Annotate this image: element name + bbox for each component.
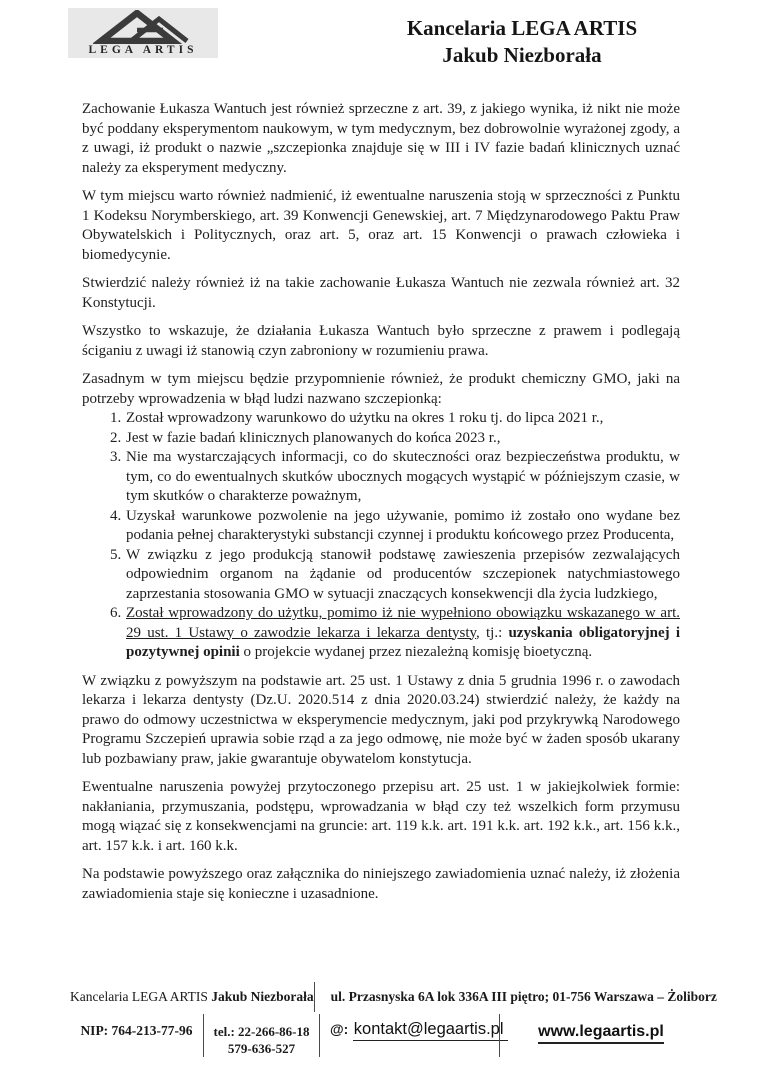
letter-body	[82, 100, 680, 913]
numbered-list	[82, 409, 680, 663]
paragraph-8: Na podstawie powyższego oraz załącznika do niniejszego zawiadomienia uznać należy, iż złożenia zawiadomienia staje się konieczne i uzasadnione.	[82, 866, 680, 902]
letterhead-title-line1: Kancelaria LEGA ARTIS	[406, 16, 638, 40]
footer-address: ul. Przasnyska 6A lok 336A III piętro; 01-756 Warszawa – Żoliborz	[314, 982, 717, 1012]
list-item-6-mid: , tj.:	[476, 624, 509, 641]
paragraph-6: W związku z powyższym na podstawie art. 25 ust. 1 Ustawy z dnia 5 grudnia 1996 r. o zawodach lekarza i lekarza dentysty (Dz.U. 2020.514 z dnia 2020.03.24) stwierdzić należy, że każdy na prawo do odmowy uczestnictwa w eksperymencie medycznym, jaki pod przykrywką Narodowego Programu Szczepień uprawia sobie rząd a za jego odmowę, nie może być w żaden sposób ukarany lub pozbawiany praw, jakie gwarantuje obywatelom konstytucja.	[82, 672, 680, 767]
letterhead-title	[357, 15, 687, 69]
list-item-6	[125, 604, 680, 663]
list-item-3: 3. Nie ma wystarczających informacji, co do skuteczności oraz bezpieczeństwa produktu, w tym, co do ewentualnych skutków ubocznych mogących wystąpić w późniejszym czasie, w tym skutków o charakterze poważnym,	[125, 448, 680, 507]
letterhead-footer	[70, 982, 717, 1057]
email-link[interactable]: kontakt@legaartis.pl	[353, 1020, 508, 1041]
list-item-6-bold: uzyskania obligatoryjnej i pozytywnej opinii	[126, 624, 680, 660]
list-item-5: 5. W związku z jego produkcją stanowił podstawę zawieszenia przepisów zezwalających odpowiednim organom na żądanie od producentów szczepionek natychmiastowego zaprzestania stosowania GMO w sytuacji znaczących konsekwencji dla życia ludzkiego,	[125, 546, 680, 605]
footer-email-cell	[319, 1014, 504, 1057]
footer-firm	[70, 982, 314, 1012]
list-item-6-rest: o projekcie wydanej przez niezależną komisję bioetyczną.	[239, 644, 593, 660]
paragraph-4: Wszystko to wskazuje, że działania Łukasza Wantuch było sprzeczne z prawem i podlegają ściganiu z uwagi iż stanowią czyn zabroniony w rozumieniu prawa.	[82, 323, 680, 359]
list-item-4: 4. Uzyskał warunkowe pozwolenie na jego używanie, pomimo iż zostało ono wydane bez podania pełnej charakterystyki substancji czynnej i produktu końcowego przez Producenta,	[125, 507, 680, 546]
logo-text: LEGA ARTIS	[88, 44, 198, 56]
footer-firm-label: Kancelaria LEGA ARTIS	[70, 989, 212, 1004]
letterhead-title-line2: Jakub Niezborała	[442, 43, 602, 67]
email-at-icon: @:	[330, 1021, 349, 1037]
paragraph-5: Zasadnym w tym miejscu będzie przypomnienie również, że produkt chemiczny GMO, jaki na potrzeby wprowadzenia w błąd ludzi nazwano szczepionką:	[82, 371, 680, 407]
website-link[interactable]: www.legaartis.pl	[538, 1023, 664, 1044]
paragraph-3: Stwierdzić należy również iż na takie zachowanie Łukasza Wantuch nie zezwala również art. 32 Konstytucji.	[82, 275, 680, 311]
paragraph-7: Ewentualne naruszenia powyżej przytoczonego przepisu art. 25 ust. 1 w jakiejkolwiek formie: nakłaniania, przymuszania, podstępu, wprowadzania w błąd czy też wszelkich form przymusu mogą wiązać się z konsekwencjami na gruncie: art. 119 k.k. art. 191 k.k. art. 192 k.k., art. 156 k.k., art. 157 k.k. i art. 160 k.k.	[82, 779, 680, 854]
footer-website-cell	[499, 1014, 702, 1057]
footer-nip: NIP: 764-213-77-96	[80, 1023, 193, 1038]
footer-phone	[203, 1014, 319, 1057]
footer-phone-line2: 579-636-527	[227, 1041, 296, 1056]
list-item-6-underlined: Został wprowadzony do użytku, pomimo iż nie wypełniono obowiązku wskazanego w art. 29 ust. 1 Ustawy o zawodzie lekarza i lekarza dentysty	[126, 605, 680, 641]
paragraph-1: Zachowanie Łukasza Wantuch jest również sprzeczne z art. 39, z jakiego wynika, iż nikt nie może być poddany eksperymentom naukowym, w tym medycznym, bez dobrowolnie wyrażonej zgody, a z uwagi, iż produkt o nazwie „szczepionka znajduje się w III i IV fazie badań klinicznych uznać należy za eksperyment medyczny.	[82, 101, 680, 176]
list-item-1: 1. Został wprowadzony warunkowo do użytku na okres 1 roku tj. do lipca 2021 r.,	[125, 409, 680, 429]
footer-firm-name: Jakub Niezborała	[211, 989, 314, 1004]
logo-triangle-icon	[93, 10, 193, 44]
footer-phone-line1: tel.: 22-266-86-18	[213, 1024, 310, 1039]
paragraph-2: W tym miejscu warto również nadmienić, iż ewentualne naruszenia stoją w sprzeczności z Punktu 1 Kodeksu Norymberskiego, art. 39 Konwencji Genewskiej, art. 7 Międzynarodowego Paktu Praw Obywatelskich i Politycznych, oraz art. 5, oraz art. 15 Konwencji o prawach człowieka i biomedycynie.	[82, 188, 680, 263]
list-item-2: 2. Jest w fazie badań klinicznych planowanych do końca 2023 r.,	[125, 429, 680, 449]
lega-artis-logo	[68, 8, 218, 58]
